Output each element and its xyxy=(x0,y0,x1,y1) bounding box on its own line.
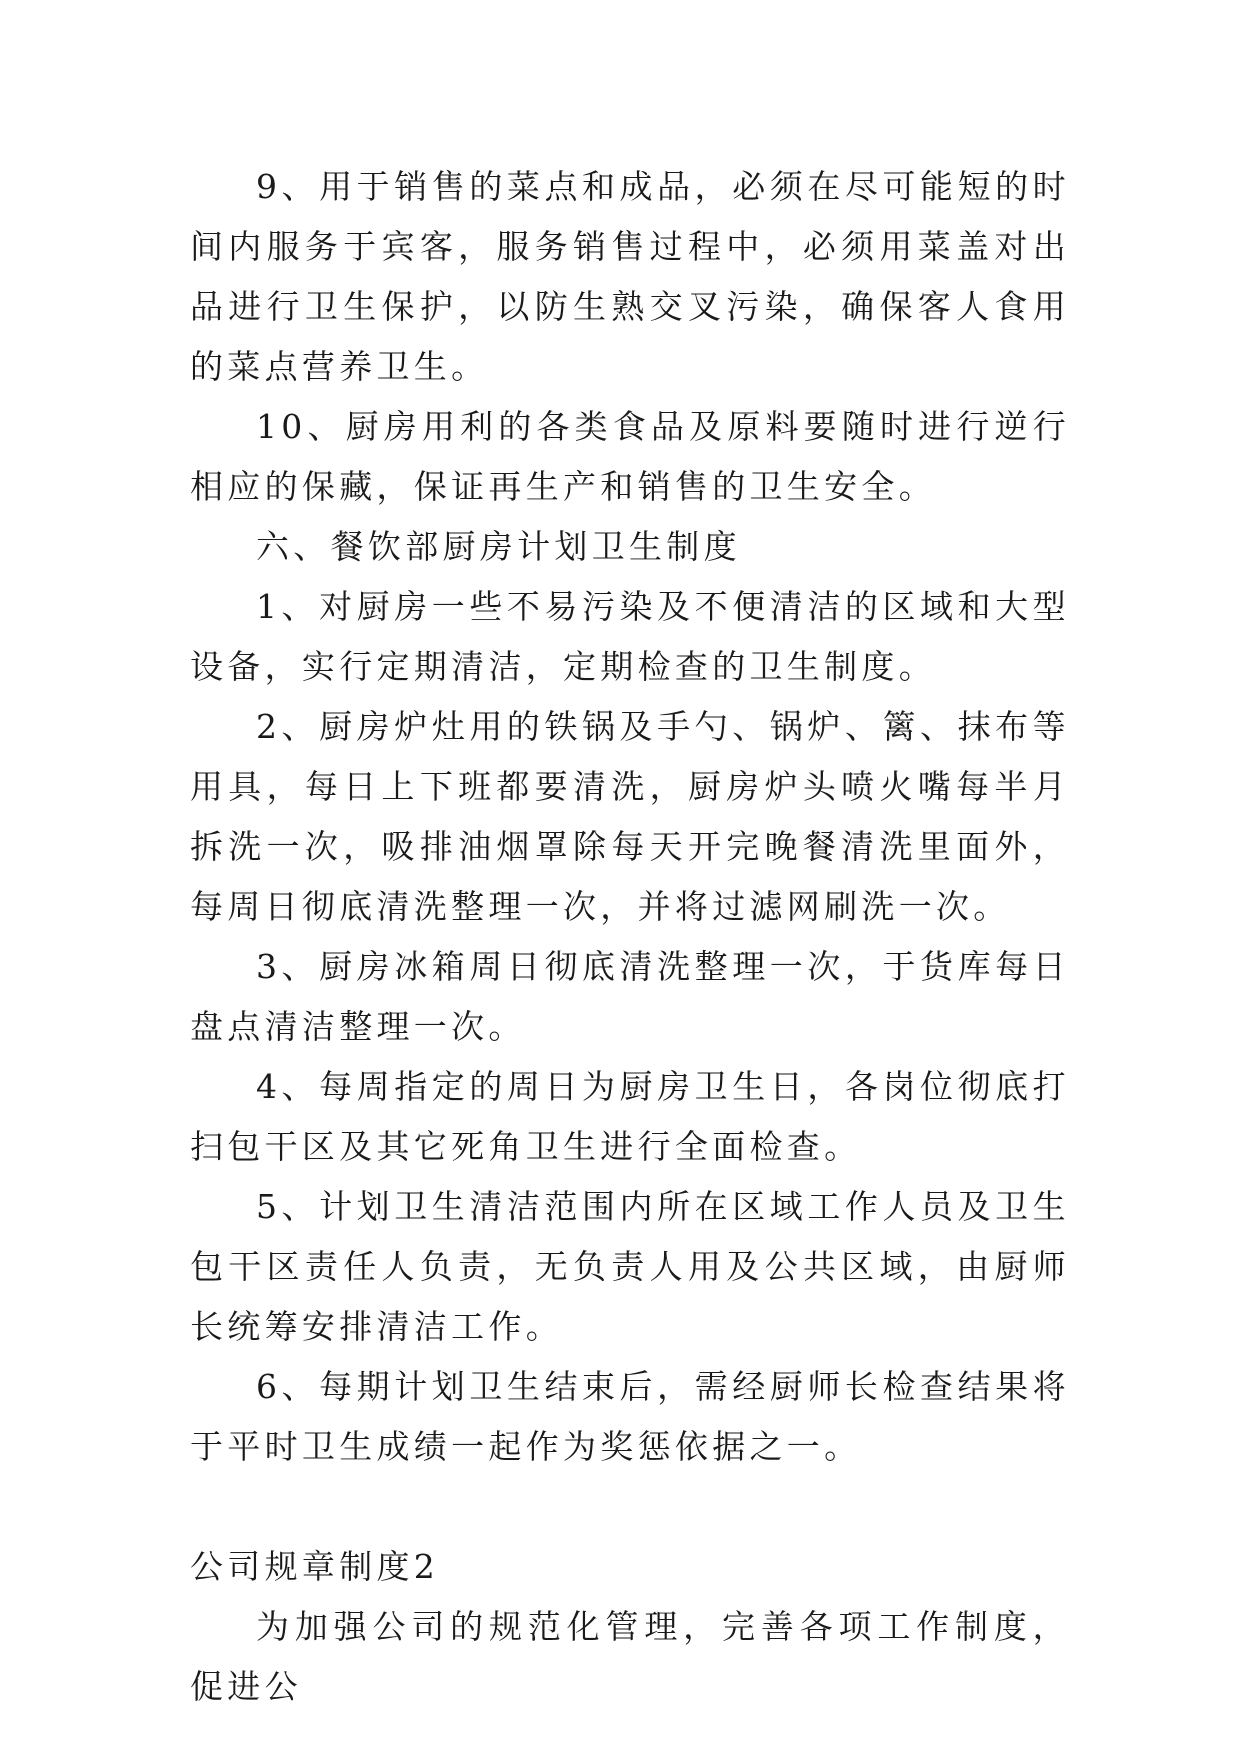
paragraph-item-4: 4、每周指定的周日为厨房卫生日，各岗位彻底打扫包干区及其它死角卫生进行全面检查。 xyxy=(190,1067,1070,1166)
paragraph-item-6: 6、每期计划卫生结束后，需经厨师长检查结果将于平时卫生成绩一起作为奖惩依据之一。 xyxy=(190,1367,1070,1466)
document-title: 公司规章制度2 xyxy=(190,1547,440,1586)
paragraph-item-10: 10、厨房用利的各类食品及原料要随时进行逆行相应的保藏，保证再生产和销售的卫生安全。 xyxy=(190,407,1070,506)
document-body xyxy=(190,157,1070,1717)
section-heading: 六、餐饮部厨房计划卫生制度 xyxy=(256,527,741,566)
intro-paragraph: 为加强公司的规范化管理，完善各项工作制度，促进公 xyxy=(190,1607,1070,1706)
paragraph-item-5: 5、计划卫生清洁范围内所在区域工作人员及卫生包干区责任人负责，无负责人用及公共区域，由厨师长统筹安排清洁工作。 xyxy=(190,1187,1070,1346)
section-spacer xyxy=(190,1477,1070,1537)
paragraph-item-9: 9、用于销售的菜点和成品，必须在尽可能短的时间内服务于宾客，服务销售过程中，必须用菜盖对出品进行卫生保护，以防生熟交叉污染，确保客人食用的菜点营养卫生。 xyxy=(190,167,1070,386)
paragraph-item-2: 2、厨房炉灶用的铁锅及手勺、锅炉、篱、抹布等用具，每日上下班都要清洗，厨房炉头喷火嘴每半月拆洗一次，吸排油烟罩除每天开完晚餐清洗里面外，每周日彻底清洗整理一次，并将过滤网刷洗一次。 xyxy=(190,707,1070,926)
paragraph-item-1: 1、对厨房一些不易污染及不便清洁的区域和大型设备，实行定期清洁，定期检查的卫生制度。 xyxy=(190,587,1070,686)
paragraph-item-3: 3、厨房冰箱周日彻底清洗整理一次，于货库每日盘点清洁整理一次。 xyxy=(190,947,1070,1046)
